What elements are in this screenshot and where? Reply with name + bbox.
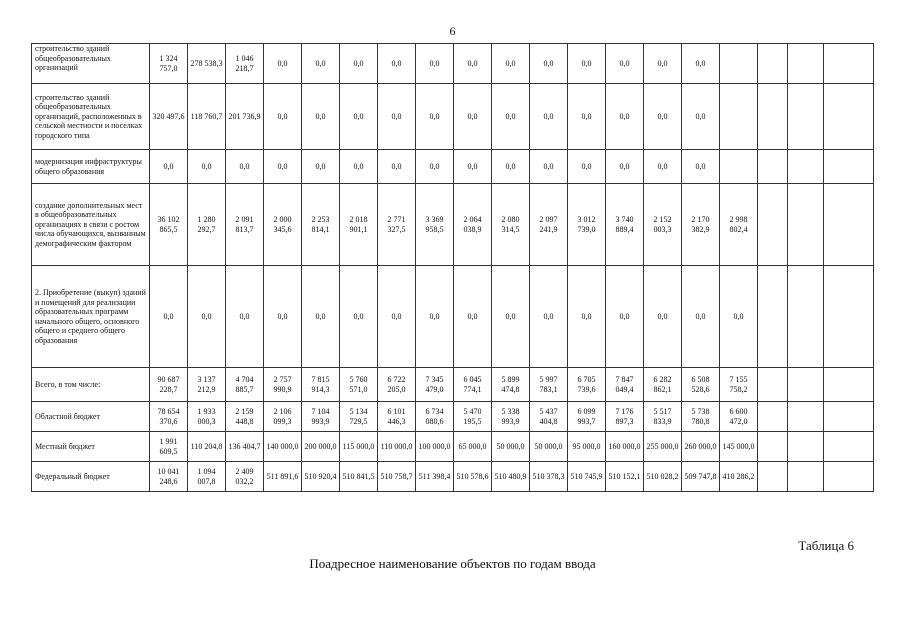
table-cell: 0,0 [188, 266, 226, 368]
table-cell: 2 000 345,6 [264, 184, 302, 266]
table-cell: 78 654 370,6 [150, 402, 188, 432]
table-cell: 0,0 [720, 266, 758, 368]
table-cell: 2 409 032,2 [226, 462, 264, 492]
table-cell: 0,0 [454, 266, 492, 368]
table-cell: 5 997 783,1 [530, 368, 568, 402]
table-cell: 5 899 474,8 [492, 368, 530, 402]
table-row [32, 266, 874, 368]
table-cell: 0,0 [644, 44, 682, 84]
empty-cell [758, 44, 788, 84]
empty-cell [824, 402, 874, 432]
table-cell: 0,0 [340, 84, 378, 150]
row-label: строительство зданий общеобразовательных организаций, расположенных в сельской местности и поселках городского типа [32, 84, 150, 150]
table-cell: 510 480,9 [492, 462, 530, 492]
page-number: 6 [449, 24, 456, 38]
empty-cell [824, 462, 874, 492]
table-row [32, 368, 874, 402]
empty-cell [788, 432, 824, 462]
table-cell: 1 324 757,0 [150, 44, 188, 84]
empty-cell [758, 84, 788, 150]
table-cell: 7 847 049,4 [606, 368, 644, 402]
table-cell: 510 758,7 [378, 462, 416, 492]
table-cell: 0,0 [340, 266, 378, 368]
table-cell: 7 815 914,3 [302, 368, 340, 402]
table-cell: 0,0 [682, 150, 720, 184]
table-row [32, 44, 874, 84]
table-cell: 1 933 000,3 [188, 402, 226, 432]
table-cell: 0,0 [264, 150, 302, 184]
row-label: Всего, в том числе: [32, 368, 150, 402]
table-cell: 201 736,9 [226, 84, 264, 150]
budget-table [31, 43, 874, 492]
table-cell: 6 600 472,0 [720, 402, 758, 432]
row-label: строительство зданий общеобразовательных организаций [32, 44, 150, 84]
empty-cell [824, 44, 874, 84]
table-cell: 0,0 [416, 266, 454, 368]
table-cell: 0,0 [226, 266, 264, 368]
table-cell: 118 760,7 [188, 84, 226, 150]
table-cell: 0,0 [226, 150, 264, 184]
table-cell: 510 841,5 [340, 462, 378, 492]
empty-cell [824, 432, 874, 462]
table-cell: 2 097 241,9 [530, 184, 568, 266]
table-cell: 0,0 [264, 266, 302, 368]
table-cell: 145 000,0 [720, 432, 758, 462]
table-cell: 6 099 993,7 [568, 402, 606, 432]
table-cell: 0,0 [644, 150, 682, 184]
table-cell: 0,0 [606, 44, 644, 84]
table-cell: 0,0 [264, 44, 302, 84]
empty-cell [824, 150, 874, 184]
table-cell: 255 000,0 [644, 432, 682, 462]
table-cell: 0,0 [530, 150, 568, 184]
table-cell: 0,0 [644, 84, 682, 150]
table-cell: 0,0 [606, 150, 644, 184]
table-cell: 0,0 [682, 44, 720, 84]
table-cell: 115 000,0 [340, 432, 378, 462]
table-cell: 2 757 990,9 [264, 368, 302, 402]
table-cell: 0,0 [530, 84, 568, 150]
empty-cell [788, 44, 824, 84]
empty-cell [824, 266, 874, 368]
table-cell: 1 991 609,5 [150, 432, 188, 462]
empty-cell [788, 84, 824, 150]
table-cell: 7 176 897,3 [606, 402, 644, 432]
table-cell: 510 745,9 [568, 462, 606, 492]
table-cell: 0,0 [492, 266, 530, 368]
table-cell: 0,0 [568, 44, 606, 84]
table-cell: 0,0 [682, 266, 720, 368]
table-cell: 510 028,2 [644, 462, 682, 492]
table-cell: 511 891,6 [264, 462, 302, 492]
table-cell: 0,0 [378, 44, 416, 84]
table-cell: 6 282 862,1 [644, 368, 682, 402]
table-caption: Таблица 6 [798, 538, 854, 553]
empty-cell [758, 184, 788, 266]
empty-cell [758, 462, 788, 492]
table-row [32, 432, 874, 462]
table-cell: 2 998 802,4 [720, 184, 758, 266]
table-cell: 278 538,3 [188, 44, 226, 84]
table-cell: 2 064 038,9 [454, 184, 492, 266]
table-cell: 0,0 [454, 84, 492, 150]
table-cell: 1 280 292,7 [188, 184, 226, 266]
empty-cell [720, 84, 758, 150]
table-cell: 6 101 446,3 [378, 402, 416, 432]
row-label: Областной бюджет [32, 402, 150, 432]
table-cell: 0,0 [302, 44, 340, 84]
table-cell: 6 734 080,6 [416, 402, 454, 432]
table-cell: 5 738 780,8 [682, 402, 720, 432]
table-cell: 5 760 571,0 [340, 368, 378, 402]
table-cell: 5 338 993,9 [492, 402, 530, 432]
table-cell: 110 204,8 [188, 432, 226, 462]
empty-cell [758, 368, 788, 402]
table-row [32, 402, 874, 432]
table-cell: 5 470 195,5 [454, 402, 492, 432]
empty-cell [824, 84, 874, 150]
empty-cell [720, 150, 758, 184]
section-title: Поадресное наименование объектов по годам ввода [309, 556, 596, 571]
table-cell: 136 404,7 [226, 432, 264, 462]
table-cell: 7 345 479,0 [416, 368, 454, 402]
empty-cell [788, 266, 824, 368]
table-cell: 36 102 865,5 [150, 184, 188, 266]
row-label: модернизация инфраструктуры общего образования [32, 150, 150, 184]
table-row [32, 150, 874, 184]
table-cell: 0,0 [378, 150, 416, 184]
table-cell: 0,0 [606, 266, 644, 368]
table-cell: 0,0 [454, 44, 492, 84]
table-cell: 0,0 [530, 266, 568, 368]
table-cell: 6 705 739,6 [568, 368, 606, 402]
table-cell: 0,0 [454, 150, 492, 184]
empty-cell [720, 44, 758, 84]
table-cell: 2 080 314,5 [492, 184, 530, 266]
table-row [32, 462, 874, 492]
table-cell: 509 747,8 [682, 462, 720, 492]
table-cell: 1 094 007,8 [188, 462, 226, 492]
table-cell: 0,0 [568, 150, 606, 184]
table-cell: 5 517 833,9 [644, 402, 682, 432]
table-cell: 0,0 [568, 266, 606, 368]
table-cell: 0,0 [568, 84, 606, 150]
empty-cell [758, 402, 788, 432]
table-cell: 0,0 [188, 150, 226, 184]
table-cell: 7 155 758,2 [720, 368, 758, 402]
table-cell: 5 437 404,8 [530, 402, 568, 432]
table-row [32, 84, 874, 150]
empty-cell [788, 150, 824, 184]
table-cell: 320 497,6 [150, 84, 188, 150]
table-cell: 3 740 889,4 [606, 184, 644, 266]
table-cell: 200 000,0 [302, 432, 340, 462]
table-cell: 6 045 774,1 [454, 368, 492, 402]
table-cell: 2 253 814,1 [302, 184, 340, 266]
table-cell: 0,0 [378, 266, 416, 368]
table-cell: 0,0 [416, 150, 454, 184]
table-cell: 0,0 [340, 44, 378, 84]
table-cell: 140 000,0 [264, 432, 302, 462]
table-cell: 7 104 993,9 [302, 402, 340, 432]
table-cell: 0,0 [644, 266, 682, 368]
table-cell: 0,0 [492, 84, 530, 150]
table-cell: 2 170 382,9 [682, 184, 720, 266]
table-cell: 0,0 [492, 44, 530, 84]
empty-cell [788, 402, 824, 432]
empty-cell [758, 266, 788, 368]
table-cell: 100 000,0 [416, 432, 454, 462]
table-cell: 510 378,3 [530, 462, 568, 492]
table-cell: 10 041 248,6 [150, 462, 188, 492]
table-cell: 510 578,6 [454, 462, 492, 492]
table-cell: 0,0 [150, 266, 188, 368]
table-cell: 110 000,0 [378, 432, 416, 462]
table-cell: 0,0 [302, 84, 340, 150]
empty-cell [788, 462, 824, 492]
row-label: создание дополнительных мест в общеобразовательных организациях в связи с ростом числа обучающихся, вызванным демографическим фактором [32, 184, 150, 266]
table-cell: 4 704 885,7 [226, 368, 264, 402]
table-cell: 0,0 [682, 84, 720, 150]
table-cell: 260 000,0 [682, 432, 720, 462]
table-cell: 0,0 [302, 266, 340, 368]
empty-cell [788, 368, 824, 402]
table-cell: 0,0 [416, 44, 454, 84]
table-cell: 6 722 205,0 [378, 368, 416, 402]
table-cell: 90 687 228,7 [150, 368, 188, 402]
table-cell: 50 000,0 [530, 432, 568, 462]
row-label: Федеральный бюджет [32, 462, 150, 492]
table-cell: 510 152,1 [606, 462, 644, 492]
table-cell: 511 398,4 [416, 462, 454, 492]
table-cell: 0,0 [150, 150, 188, 184]
table-cell: 2 771 327,5 [378, 184, 416, 266]
table-cell: 3 012 739,0 [568, 184, 606, 266]
empty-cell [758, 150, 788, 184]
table-cell: 2 152 003,3 [644, 184, 682, 266]
table-cell: 160 000,0 [606, 432, 644, 462]
table-cell: 2 091 813,7 [226, 184, 264, 266]
table-cell: 3 369 958,5 [416, 184, 454, 266]
table-cell: 410 286,2 [720, 462, 758, 492]
table-cell: 0,0 [492, 150, 530, 184]
table-cell: 0,0 [416, 84, 454, 150]
table-cell: 65 000,0 [454, 432, 492, 462]
table-cell: 6 508 528,6 [682, 368, 720, 402]
table-cell: 0,0 [530, 44, 568, 84]
table-cell: 2 018 901,1 [340, 184, 378, 266]
row-label: Местный бюджет [32, 432, 150, 462]
table-cell: 510 920,4 [302, 462, 340, 492]
table-cell: 0,0 [302, 150, 340, 184]
table-cell: 95 000,0 [568, 432, 606, 462]
empty-cell [788, 184, 824, 266]
table-cell: 0,0 [264, 84, 302, 150]
table-cell: 1 046 218,7 [226, 44, 264, 84]
table-cell: 5 134 729,5 [340, 402, 378, 432]
row-label: 2. Приобретение (выкуп) зданий и помещений для реализации образовательных программ начального общего, основного общего и среднего общего образования [32, 266, 150, 368]
table-cell: 0,0 [606, 84, 644, 150]
table-cell: 2 106 099,3 [264, 402, 302, 432]
table-row [32, 184, 874, 266]
table-cell: 50 000,0 [492, 432, 530, 462]
table-cell: 3 137 212,9 [188, 368, 226, 402]
table-cell: 0,0 [340, 150, 378, 184]
table-cell: 2 159 448,8 [226, 402, 264, 432]
table-cell: 0,0 [378, 84, 416, 150]
empty-cell [824, 368, 874, 402]
empty-cell [824, 184, 874, 266]
empty-cell [758, 432, 788, 462]
